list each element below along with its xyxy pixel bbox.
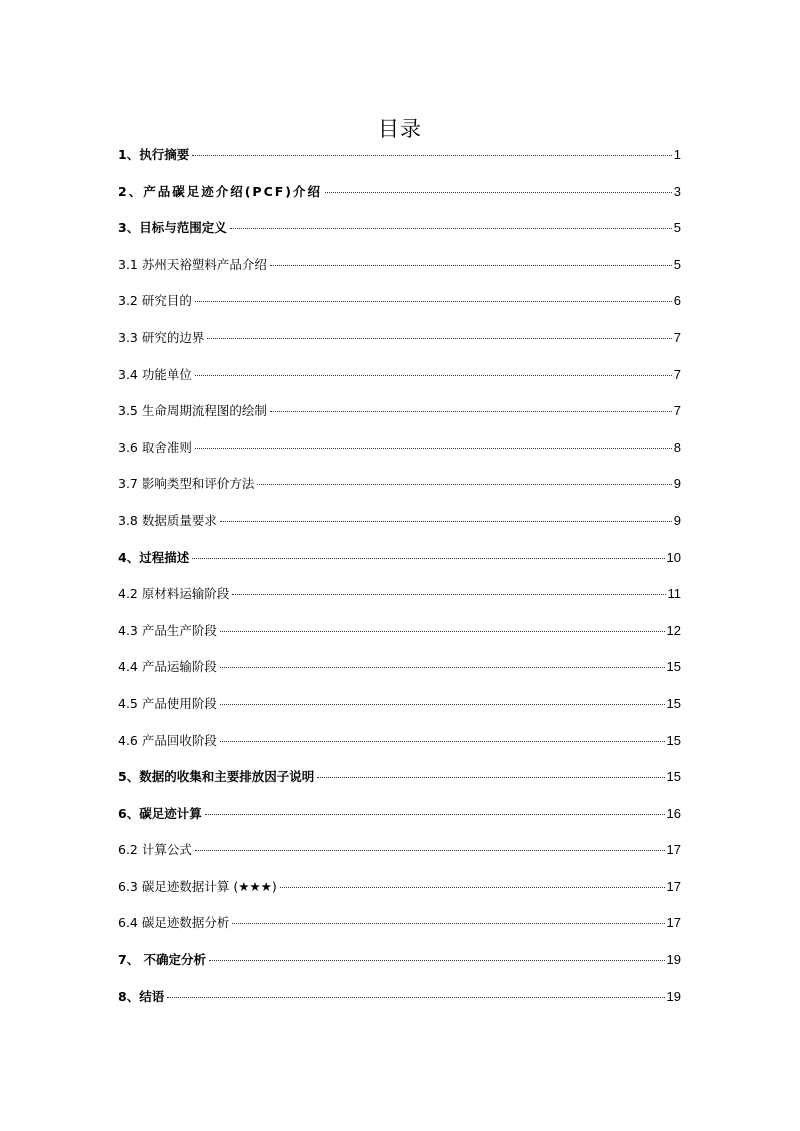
toc-entry-label: 7、 不确定分析 xyxy=(118,952,207,968)
toc-entry-label: 3.1 苏州天裕塑料产品介绍 xyxy=(118,256,267,272)
toc-entry[interactable] xyxy=(118,511,681,548)
dot-leader xyxy=(230,227,672,229)
toc-entry[interactable] xyxy=(118,804,681,841)
toc-entry[interactable] xyxy=(118,365,681,402)
toc-entry-label: 3、目标与范围定义 xyxy=(118,220,227,236)
toc-entry-page: 9 xyxy=(673,476,681,492)
toc-entry-page: 1 xyxy=(673,147,681,162)
toc-entry[interactable] xyxy=(118,731,681,768)
toc-entry[interactable] xyxy=(118,657,681,694)
toc-entry-page: 15 xyxy=(666,695,681,711)
toc-entry[interactable] xyxy=(118,145,681,182)
dot-leader xyxy=(207,337,671,339)
toc-entry-page: 7 xyxy=(673,366,681,382)
toc-entry[interactable] xyxy=(118,255,681,292)
dot-leader xyxy=(209,959,664,961)
toc-entry-label: 1、执行摘要 xyxy=(118,147,190,162)
dot-leader xyxy=(220,520,672,522)
toc-entry-page: 3 xyxy=(673,183,681,199)
dot-leader xyxy=(257,483,671,485)
toc-entry[interactable] xyxy=(118,950,681,987)
toc-entry-page: 6 xyxy=(673,293,681,309)
dot-leader xyxy=(192,557,664,559)
toc-entry-page: 12 xyxy=(666,622,681,638)
toc-entry[interactable] xyxy=(118,438,681,475)
toc-entry-label: 4、过程描述 xyxy=(118,549,190,565)
toc-entry[interactable] xyxy=(118,218,681,255)
toc-entry-label: 4.2 原材料运输阶段 xyxy=(118,586,230,602)
dot-leader xyxy=(195,447,672,449)
dot-leader xyxy=(317,776,664,778)
toc-entry[interactable] xyxy=(118,291,681,328)
toc-entry-page: 19 xyxy=(666,988,681,1004)
toc-entry-label: 6、碳足迹计算 xyxy=(118,805,202,821)
dot-leader xyxy=(195,300,672,302)
toc-entry-page: 19 xyxy=(666,952,681,968)
toc-entry[interactable] xyxy=(118,877,681,914)
toc-entry-page: 17 xyxy=(666,842,681,858)
dot-leader xyxy=(195,374,672,376)
toc-entry-label: 3.8 数据质量要求 xyxy=(118,512,217,528)
toc-entry-page: 10 xyxy=(666,549,681,565)
toc-title: 目录 xyxy=(378,117,422,141)
toc-entry-page: 8 xyxy=(673,439,681,455)
toc-entry-label: 3.2 研究目的 xyxy=(118,293,192,309)
toc-entry-label: 5、数据的收集和主要排放因子说明 xyxy=(118,769,315,785)
toc-entry-label: 6.3 碳足迹数据计算 (★★★) xyxy=(118,878,277,894)
toc-entry-label: 3.7 影响类型和评价方法 xyxy=(118,476,255,492)
toc-entry-label: 4.4 产品运输阶段 xyxy=(118,659,217,675)
toc-entry-page: 16 xyxy=(666,805,681,821)
toc-entry-page: 15 xyxy=(666,732,681,748)
toc-entry-label: 2、产品碳足迹介绍(PCF)介绍 xyxy=(118,183,322,199)
dot-leader xyxy=(325,191,672,193)
table-of-contents xyxy=(118,145,681,1023)
toc-entry[interactable] xyxy=(118,182,681,219)
dot-leader xyxy=(220,666,665,668)
dot-leader xyxy=(220,740,665,742)
dot-leader xyxy=(205,813,665,815)
dot-leader xyxy=(192,154,672,156)
dot-leader xyxy=(220,630,665,632)
toc-entry-label: 3.4 功能单位 xyxy=(118,366,192,382)
toc-entry[interactable] xyxy=(118,987,681,1024)
dot-leader xyxy=(195,849,665,851)
toc-entry[interactable] xyxy=(118,913,681,950)
toc-entry-label: 4.5 产品使用阶段 xyxy=(118,695,217,711)
dot-leader xyxy=(232,593,665,595)
dot-leader xyxy=(232,922,664,924)
toc-entry-label: 3.3 研究的边界 xyxy=(118,329,205,345)
dot-leader xyxy=(270,264,672,266)
toc-entry-page: 17 xyxy=(666,878,681,894)
toc-entry-label: 4.6 产品回收阶段 xyxy=(118,732,217,748)
toc-entry-page: 5 xyxy=(673,220,681,236)
dot-leader xyxy=(270,410,672,412)
toc-entry-page: 15 xyxy=(666,769,681,785)
toc-entry-label: 3.6 取舍准则 xyxy=(118,439,192,455)
toc-entry-page: 7 xyxy=(673,329,681,345)
toc-entry[interactable] xyxy=(118,840,681,877)
toc-entry[interactable] xyxy=(118,548,681,585)
dot-leader xyxy=(280,886,665,888)
toc-entry-page: 5 xyxy=(673,256,681,272)
toc-entry[interactable] xyxy=(118,401,681,438)
toc-entry[interactable] xyxy=(118,474,681,511)
toc-entry[interactable] xyxy=(118,584,681,621)
toc-entry-label: 6.2 计算公式 xyxy=(118,842,192,858)
toc-entry[interactable] xyxy=(118,621,681,658)
toc-entry-page: 9 xyxy=(673,512,681,528)
toc-entry[interactable] xyxy=(118,694,681,731)
toc-entry[interactable] xyxy=(118,328,681,365)
toc-entry-label: 3.5 生命周期流程图的绘制 xyxy=(118,403,267,419)
dot-leader xyxy=(220,703,665,705)
toc-entry-page: 11 xyxy=(667,586,681,602)
toc-entry-label: 4.3 产品生产阶段 xyxy=(118,622,217,638)
toc-entry-page: 15 xyxy=(666,659,681,675)
toc-entry[interactable] xyxy=(118,767,681,804)
toc-entry-page: 7 xyxy=(673,403,681,419)
toc-entry-label: 6.4 碳足迹数据分析 xyxy=(118,915,230,931)
toc-entry-label: 8、结语 xyxy=(118,988,165,1004)
dot-leader xyxy=(167,996,664,998)
toc-entry-page: 17 xyxy=(666,915,681,931)
